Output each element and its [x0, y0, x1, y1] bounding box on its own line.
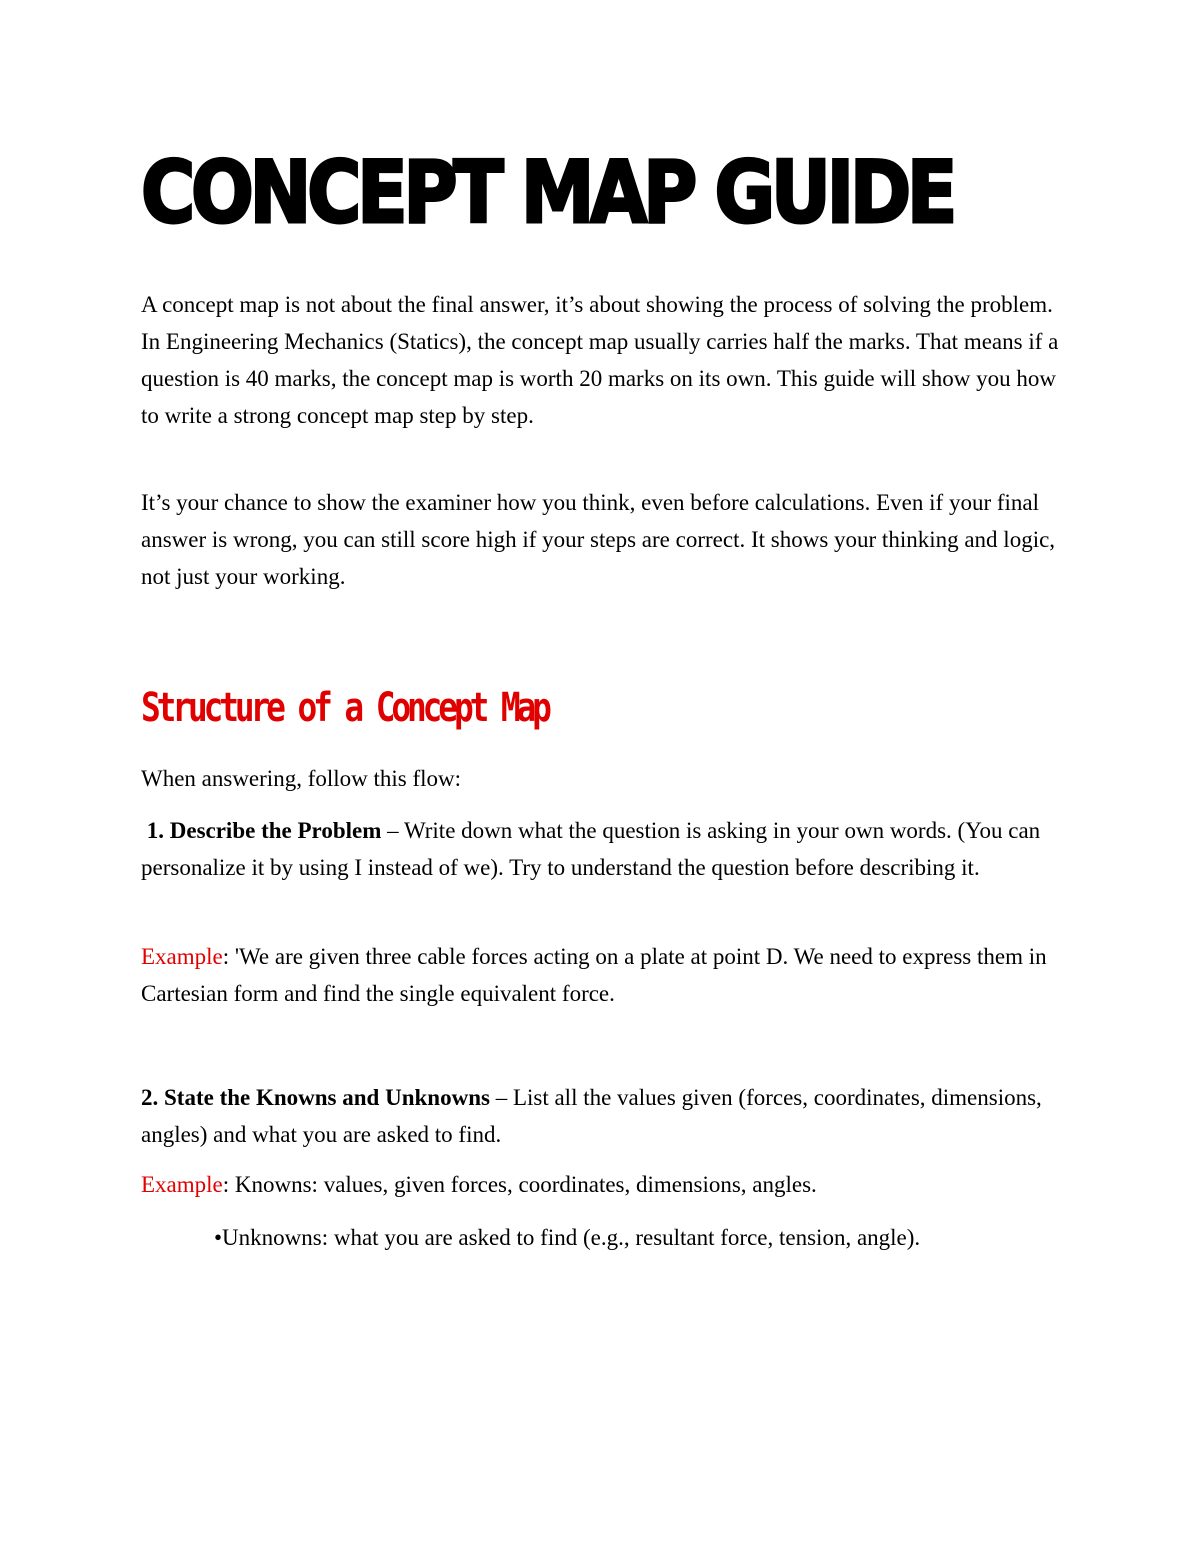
- step-2-number: 2.: [141, 1085, 159, 1110]
- bullet-unknowns: •Unknowns: what you are asked to find (e.g., resultant force, tension, angle).: [214, 1225, 921, 1250]
- example-2: [141, 1166, 1061, 1203]
- example-2-label: Example: [141, 1172, 223, 1197]
- example-1-label: Example: [141, 944, 223, 969]
- step-1-heading: Describe the Problem: [169, 818, 382, 843]
- example-1-text: : 'We are given three cable forces acting on a plate at point D. We need to express them in Cartesian form and find the single equivalent force.: [141, 944, 1047, 1006]
- step-2: [141, 1079, 1061, 1153]
- section-heading: Structure of a Concept Map: [141, 685, 548, 731]
- step-1-text: – Write down what the question is asking in your own words. (You can personalize it by using I instead of we). Try to understand the question before describing it.: [141, 818, 1041, 880]
- example-2-text: : Knowns: values, given forces, coordinates, dimensions, angles.: [222, 1172, 817, 1197]
- example-1: [141, 938, 1061, 1012]
- intro-paragraph-1: A concept map is not about the final answer, it’s about showing the process of solving the problem. In Engineering Mechanics (Statics), the concept map usually carries half the marks. That means if a question is 40 marks, the concept map is worth 20 marks on its own. This guide will show you how to write a strong concept map step by step.: [141, 292, 1059, 428]
- step-1-number: 1.: [146, 818, 164, 843]
- page-title: CONCEPT MAP GUIDE: [141, 143, 954, 243]
- step-2-text: – List all the values given (forces, coordinates, dimensions, angles) and what you are asked to find.: [141, 1085, 1042, 1147]
- step-1: [141, 812, 1061, 886]
- intro-paragraph-2: It’s your chance to show the examiner how you think, even before calculations. Even if your final answer is wrong, you can still score high if your steps are correct. It shows your thinking and logic, not just your working.: [141, 490, 1056, 589]
- lead-in-text: When answering, follow this flow:: [141, 766, 462, 791]
- step-2-heading: State the Knowns and Unknowns: [164, 1085, 490, 1110]
